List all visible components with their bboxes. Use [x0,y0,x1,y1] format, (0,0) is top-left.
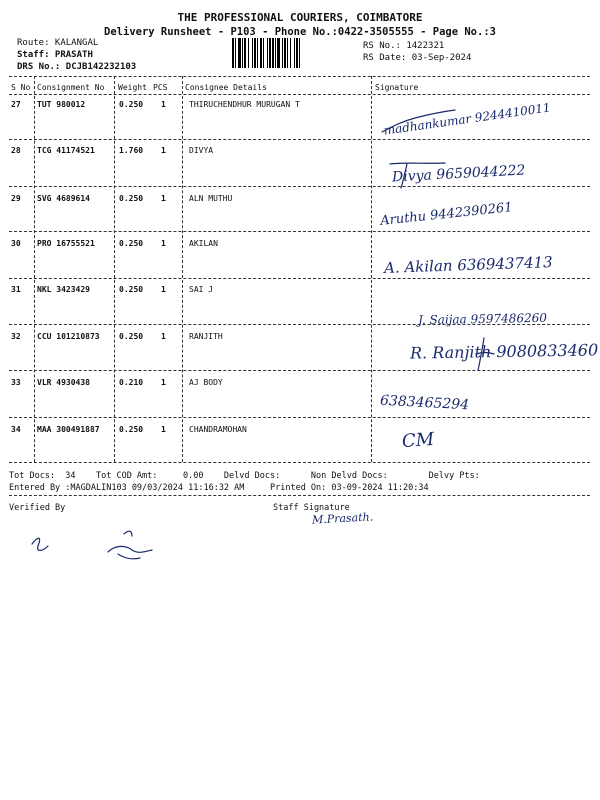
row-consignee: DIVYA [189,146,214,155]
col-header-consignment: Consignment No [37,83,105,92]
row-weight: 0.250 [119,100,144,109]
row-consignment: TUT 980012 [37,100,86,109]
totals-line: Tot Docs: 34 Tot COD Amt: 0.00 Delvd Docs: Non Delvd Docs: Delvy Pts: [9,471,480,481]
row-pcs: 1 [161,194,166,203]
row-sno: 34 [11,425,21,434]
col-divider [371,76,372,462]
row-divider [9,278,590,279]
col-divider [34,76,35,462]
row-sno: 30 [11,239,21,248]
row-pcs: 1 [161,146,166,155]
row-divider [9,186,590,187]
row-weight: 0.250 [119,239,144,248]
row-consignee: AKILAN [189,239,218,248]
row-pcs: 1 [161,378,166,387]
footer-rule [9,495,590,496]
row-sno: 29 [11,194,21,203]
signature-scribble-icon [470,336,500,372]
signature-row-34: CM [401,428,435,453]
row-pcs: 1 [161,332,166,341]
table-top-rule [9,76,590,77]
row-consignee: ALN MUTHU [189,194,233,203]
row-weight: 1.760 [119,146,144,155]
drs-label: DRS No.: [17,62,61,72]
signature-row-32: R. Ranjith 9080833460 [409,340,599,363]
row-weight: 0.250 [119,194,144,203]
row-weight: 0.250 [119,425,144,434]
col-header-signature: Signature [375,83,419,92]
row-consignee: SAI J [189,285,214,294]
row-divider [9,417,590,418]
row-pcs: 1 [161,425,166,434]
row-divider [9,370,590,371]
signature-row-30: A. Akilan 6369437413 [383,253,553,277]
signature-row-27: madhankumar 9244410011 [382,100,552,138]
table-bottom-rule [9,462,590,463]
row-consignment: SVG 4689614 [37,194,90,203]
row-consignment: CCU 101210873 [37,332,100,341]
row-consignment: TCG 41174521 [37,146,95,155]
row-pcs: 1 [161,100,166,109]
verifier-signature-icon [28,528,158,562]
row-sno: 33 [11,378,21,387]
signature-row-28: Divya 9659044222 [391,162,526,186]
verified-by-label: Verified By [9,503,66,513]
row-consignment: PRO 16755521 [37,239,95,248]
signature-scribble-icon [385,160,475,190]
signature-row-31: J. Saijaa 9597486260 [417,310,548,328]
signature-scribble-icon [380,108,500,138]
runsheet-subtitle: Delivery Runsheet - P103 - Phone No.:0422-3505555 - Page No.:3 [104,26,496,38]
row-divider [9,231,590,232]
row-weight: 0.250 [119,285,144,294]
row-pcs: 1 [161,239,166,248]
row-consignee: AJ BODY [189,378,223,387]
company-title: THE PROFESSIONAL COURIERS, COIMBATORE [177,11,423,24]
signature-row-33: 6383465294 [379,392,470,414]
row-sno: 32 [11,332,21,341]
col-header-pcs: PCS [153,83,168,92]
row-divider [9,139,590,140]
row-consignee: THIRUCHENDHUR MURUGAN T [189,100,300,109]
row-weight: 0.250 [119,332,144,341]
barcode [232,38,352,68]
row-pcs: 1 [161,285,166,294]
row-consignment: NKL 3423429 [37,285,90,294]
row-weight: 0.210 [119,378,144,387]
col-header-consignee: Consignee Details [185,83,267,92]
row-sno: 31 [11,285,21,294]
staff-signature-handwritten: M.Prasath. [311,510,374,527]
drs-number [17,62,136,72]
col-header-sno: S No [11,83,31,92]
row-sno: 28 [11,146,21,155]
staff-signature-label: Staff Signature [273,503,350,513]
staff-label: Staff: PRASATH [17,50,93,60]
route-label: Route: KALANGAL [17,38,99,48]
row-consignee: CHANDRAMOHAN [189,425,247,434]
entered-by-line: Entered By :MAGDALIN103 09/03/2024 11:16:32 AM Printed On: 03-09-2024 11:20:34 [9,483,429,493]
row-consignee: RANJITH [189,332,223,341]
table-header-rule [9,94,590,95]
col-header-weight: Weight [118,83,147,92]
row-sno: 27 [11,100,21,109]
row-consignment: VLR 4930438 [37,378,90,387]
col-divider [114,76,115,462]
row-consignment: MAA 300491887 [37,425,100,434]
col-divider [182,76,183,462]
signature-row-29: Aruthu 9442390261 [379,200,514,229]
barcode-bar [300,38,302,68]
rs-number: RS No.: 1422321 [363,41,445,51]
drs-value: DCJB142232103 [65,62,137,72]
rs-date: RS Date: 03-Sep-2024 [363,53,472,63]
